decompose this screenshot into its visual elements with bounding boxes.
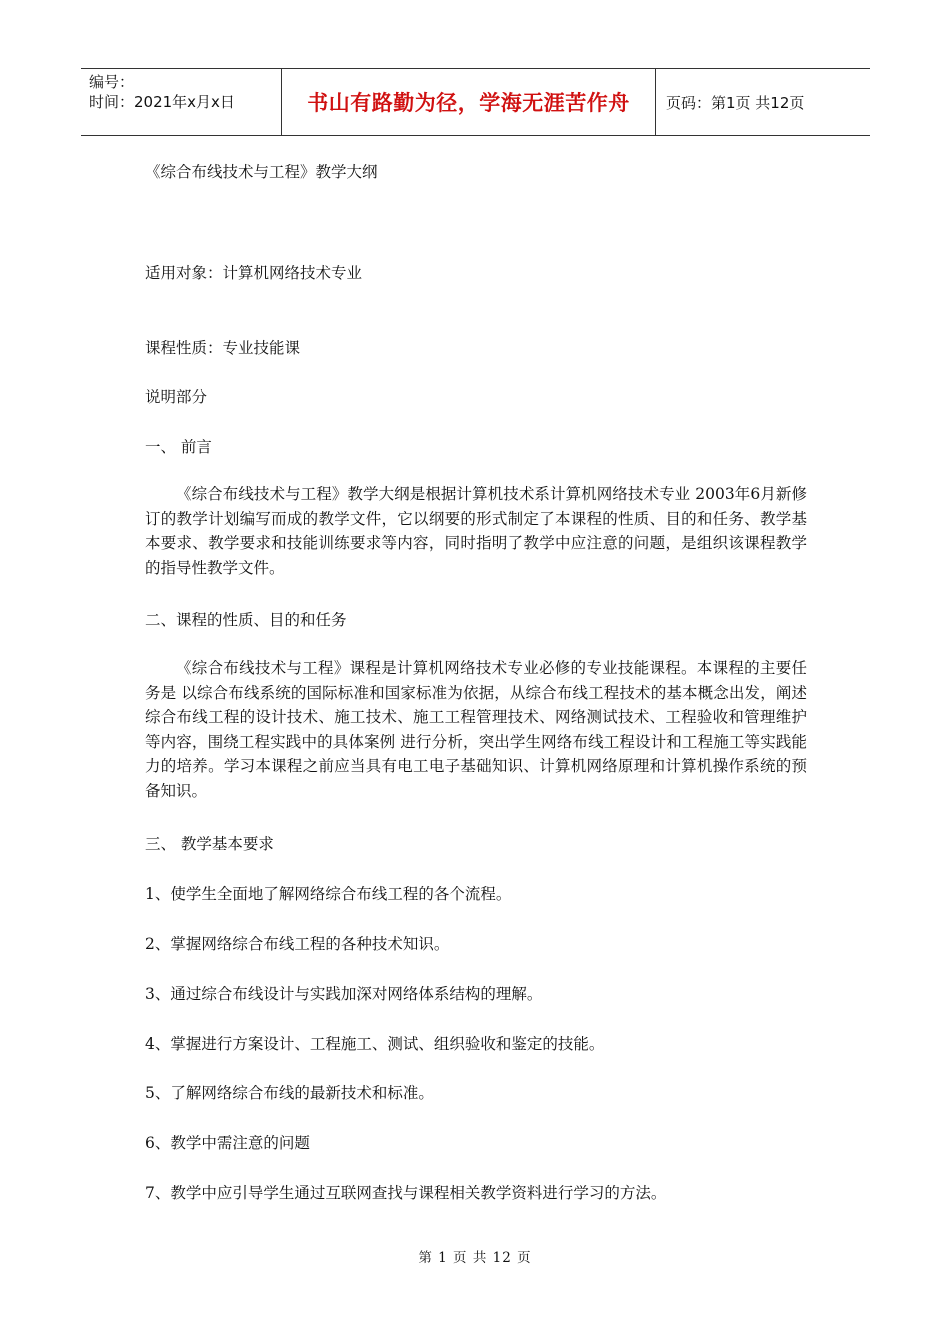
audience-line: 适用对象：计算机网络技术专业 — [145, 264, 363, 282]
page-footer: 第 1 页 共 12 页 — [418, 1250, 532, 1266]
requirement-item: 3、通过综合布线设计与实践加深对网络体系结构的理解。 — [145, 985, 543, 1003]
heading-preface: 一、 前言 — [145, 438, 212, 456]
header-meta — [81, 69, 282, 135]
nature-line: 课程性质：专业技能课 — [145, 339, 301, 357]
preface-paragraph: 《综合布线技术与工程》教学大纲是根据计算机技术系计算机网络技术专业 2003年6月新修订的教学计划编写而成的教学文件，它以纲要的形式制定了本课程的性质、目的和任务、教学基本要求、教学要求和技能训练要求等内容，同时指明了教学中应注意的问题，是组织该课程教学的指导性教学文件。 — [145, 485, 807, 577]
time-label: 时间：2021年x月x日 — [89, 93, 235, 111]
requirement-item: 5、了解网络综合布线的最新技术和标准。 — [145, 1084, 434, 1102]
heading-nature-goals: 二、课程的性质、目的和任务 — [145, 611, 347, 629]
nature-goals-paragraph: 《综合布线技术与工程》课程是计算机网络技术专业必修的专业技能课程。本课程的主要任务是 以综合布线系统的国际标准和国家标准为依据，从综合布线工程技术的基本概念出发，阐述综合布线工程的设计技术、施工技术、施工工程管理技术、网络测试技术、工程验收和管理维护等内容，围绕工程实践中的具体案例 进行分析，突出学生网络布线工程设计和工程施工等实践能力的培养。学习本课程之前应当具有电工电子基础知识、计算机网络原理和计算机操作系统的预备知识。 — [145, 659, 807, 800]
requirement-item: 1、使学生全面地了解网络综合布线工程的各个流程。 — [145, 885, 512, 903]
number-label: 编号： — [89, 73, 135, 91]
document-title: 《综合布线技术与工程》教学大纲 — [145, 163, 378, 181]
heading-requirements: 三、 教学基本要求 — [145, 835, 274, 853]
header-motto: 书山有路勤为径，学海无涯苦作舟 — [282, 69, 656, 135]
requirement-item: 6、教学中需注意的问题 — [145, 1134, 310, 1152]
header-page-info: 页码：第1页 共12页 — [666, 93, 805, 112]
requirement-item: 4、掌握进行方案设计、工程施工、测试、组织验收和鉴定的技能。 — [145, 1035, 605, 1053]
document-header — [81, 68, 870, 136]
requirement-item: 7、教学中应引导学生通过互联网查找与课程相关教学资料进行学习的方法。 — [145, 1184, 667, 1202]
section-intro: 说明部分 — [145, 388, 208, 406]
requirement-item: 2、掌握网络综合布线工程的各种技术知识。 — [145, 935, 450, 953]
